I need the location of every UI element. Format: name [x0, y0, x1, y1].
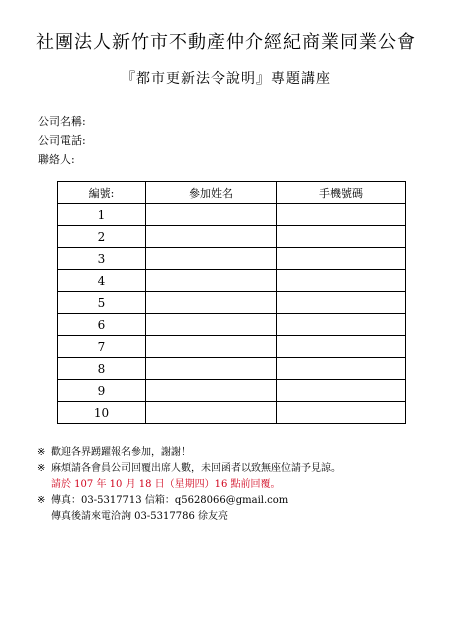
table-row	[58, 336, 406, 358]
table-row	[58, 270, 406, 292]
note-reply-request-text: 麻煩請各會員公司回覆出席人數，未回函者以致無座位請予見諒。	[51, 463, 341, 474]
mobile-number-cell[interactable]	[277, 270, 406, 292]
attendee-name-cell[interactable]	[146, 402, 277, 424]
attendee-name-cell[interactable]	[146, 380, 277, 402]
event-title: 『都市更新法令說明』專題講座	[121, 71, 331, 87]
row-number: 1	[58, 204, 146, 226]
row-number: 4	[58, 270, 146, 292]
attendee-name-cell[interactable]	[146, 204, 277, 226]
note-welcome	[37, 445, 341, 461]
mobile-number-cell[interactable]	[277, 336, 406, 358]
table-body	[58, 204, 406, 424]
notes	[37, 445, 341, 525]
mobile-number-cell[interactable]	[277, 248, 406, 270]
mobile-number-cell[interactable]	[277, 226, 406, 248]
row-number: 3	[58, 248, 146, 270]
mobile-number-cell[interactable]	[277, 314, 406, 336]
company-phone-label: 公司電話:	[38, 134, 86, 147]
reference-mark: ※	[37, 463, 46, 474]
attendee-name-cell[interactable]	[146, 248, 277, 270]
company-name-label: 公司名稱:	[38, 115, 86, 128]
header-attendee-name: 參加姓名	[146, 182, 277, 204]
header-mobile-number: 手機號碼	[277, 182, 406, 204]
note-welcome-text: 歡迎各界踴躍報名參加，謝謝！	[51, 447, 191, 458]
row-number: 10	[58, 402, 146, 424]
mobile-number-cell[interactable]	[277, 380, 406, 402]
table-row	[58, 402, 406, 424]
attendee-name-cell[interactable]	[146, 226, 277, 248]
note-reply-request	[37, 461, 341, 477]
table-row	[58, 226, 406, 248]
contact-person-label: 聯絡人:	[38, 153, 75, 166]
table-header-row	[58, 182, 406, 204]
table-row	[58, 248, 406, 270]
attendee-name-cell[interactable]	[146, 336, 277, 358]
note-followup: 傳真後請來電洽詢 03-5317786 徐友亮	[51, 511, 228, 522]
row-number: 7	[58, 336, 146, 358]
table-row	[58, 314, 406, 336]
table-row	[58, 380, 406, 402]
mobile-number-cell[interactable]	[277, 358, 406, 380]
row-number: 8	[58, 358, 146, 380]
attendee-name-cell[interactable]	[146, 292, 277, 314]
row-number: 6	[58, 314, 146, 336]
attendee-name-cell[interactable]	[146, 314, 277, 336]
header-number: 編號:	[58, 182, 146, 204]
row-number: 5	[58, 292, 146, 314]
row-number: 9	[58, 380, 146, 402]
registration-fields	[38, 112, 86, 169]
mobile-number-cell[interactable]	[277, 292, 406, 314]
attendee-table	[57, 181, 406, 424]
note-deadline: 請於 107 年 10 月 18 日（星期四）16 點前回覆。	[51, 479, 281, 490]
table-row	[58, 292, 406, 314]
table-row	[58, 358, 406, 380]
reference-mark: ※	[37, 495, 46, 506]
mobile-number-cell[interactable]	[277, 402, 406, 424]
note-fax-email-text: 傳真：03-5317713 信箱：q5628066@gmail.com	[51, 495, 289, 506]
note-fax-email	[37, 493, 341, 509]
mobile-number-cell[interactable]	[277, 204, 406, 226]
table-row	[58, 204, 406, 226]
row-number: 2	[58, 226, 146, 248]
org-title: 社團法人新竹市不動產仲介經紀商業同業公會	[36, 32, 416, 53]
attendee-name-cell[interactable]	[146, 270, 277, 292]
attendee-name-cell[interactable]	[146, 358, 277, 380]
reference-mark: ※	[37, 447, 46, 458]
